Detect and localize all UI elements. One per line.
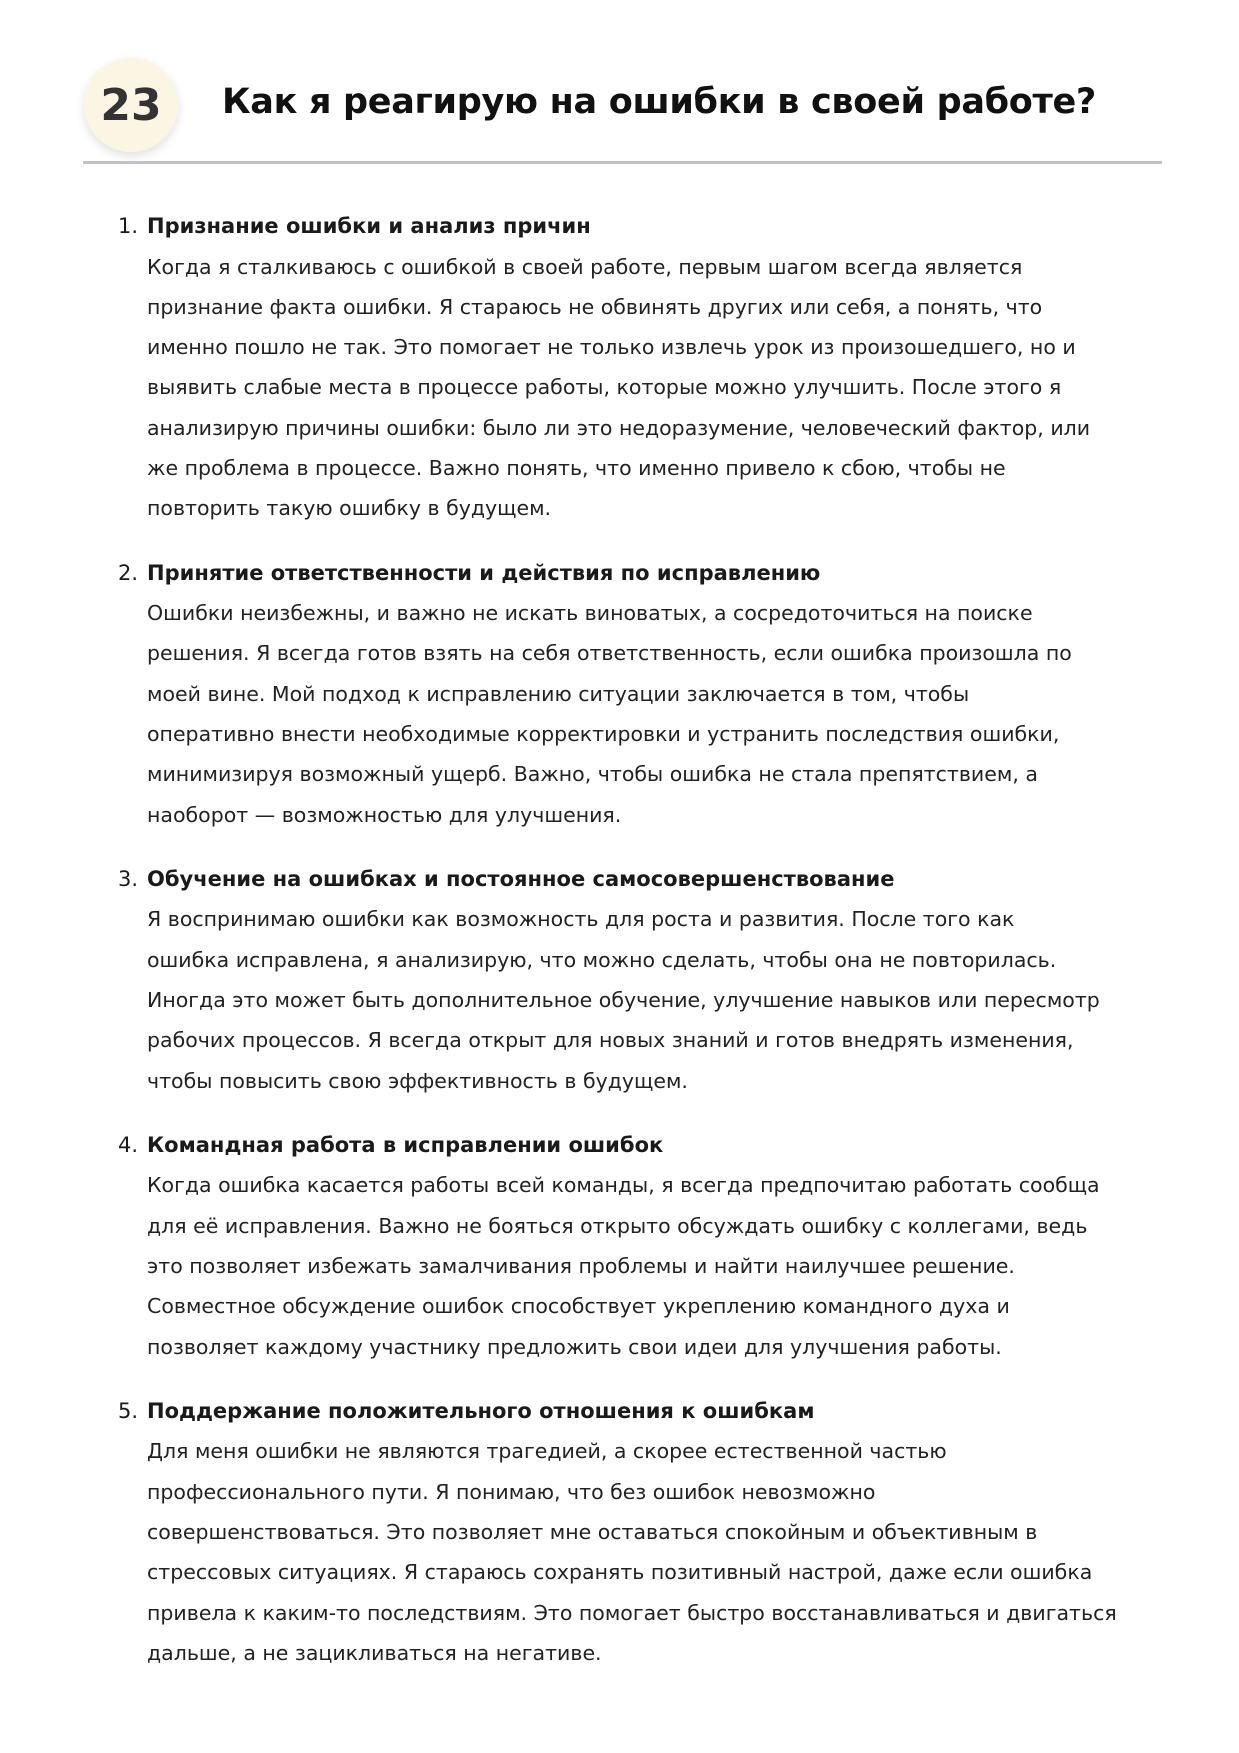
item-heading: Поддержание положительного отношения к ошибкам [147, 1398, 815, 1423]
question-number-badge [84, 58, 178, 152]
item-text-line: для её исправления. Важно не бояться открыто обсуждать ошибку с коллегами, ведь [147, 1213, 1088, 1238]
item-number: 4. [118, 1132, 139, 1157]
item-text-line: стрессовых ситуациях. Я стараюсь сохранять позитивный настрой, даже если ошибка [147, 1560, 1093, 1585]
title-divider [83, 161, 1162, 164]
item-text-line: привела к каким-то последствиям. Это помогает быстро восстанавливаться и двигаться [147, 1600, 1117, 1625]
item-text-line: признание факта ошибки. Я стараюсь не обвинять других или себя, а понять, что [147, 294, 1043, 319]
item-text-line: совершенствоваться. Это позволяет мне оставаться спокойным и объективным в [147, 1519, 1038, 1544]
item-text-line: решения. Я всегда готов взять на себя ответственность, если ошибка произошла по [147, 641, 1072, 666]
question-number: 23 [100, 79, 162, 131]
item-text-line: моей вине. Мой подход к исправлению ситуации заключается в том, чтобы [147, 681, 970, 706]
item-heading: Принятие ответственности и действия по исправлению [147, 560, 821, 585]
item-text-line: анализирую причины ошибки: было ли это недоразумение, человеческий фактор, или [147, 415, 1091, 440]
item-text-line: Я воспринимаю ошибки как возможность для роста и развития. После того как [147, 907, 1015, 932]
list-item [0, 1125, 1239, 1367]
item-heading: Обучение на ошибках и постоянное самосовершенствование [147, 866, 895, 891]
item-text-line: Ошибки неизбежны, и важно не искать виноватых, а сосредоточиться на поиске [147, 601, 1033, 626]
answer-list [0, 206, 1239, 1697]
list-item [0, 206, 1239, 529]
item-text-line: профессионального пути. Я понимаю, что без ошибок невозможно [147, 1479, 876, 1504]
item-text-line: Иногда это может быть дополнительное обучение, улучшение навыков или пересмотр [147, 987, 1100, 1012]
item-number: 5. [118, 1398, 139, 1423]
item-text-line: дальше, а не зацикливаться на негативе. [147, 1640, 602, 1665]
item-heading: Признание ошибки и анализ причин [147, 214, 591, 238]
item-text-line: наоборот — возможностью для улучшения. [147, 802, 622, 827]
list-item [0, 553, 1239, 835]
item-text-line: же проблема в процессе. Важно понять, что именно привело к сбою, чтобы не [147, 455, 1006, 480]
item-text-line: повторить такую ошибку в будущем. [147, 496, 552, 521]
item-text-line: минимизируя возможный ущерб. Важно, чтобы ошибка не стала препятствием, а [147, 762, 1038, 787]
item-text-line: ошибка исправлена, я анализирую, что можно сделать, чтобы она не повторилась. [147, 947, 1057, 972]
item-heading: Командная работа в исправлении ошибок [147, 1132, 664, 1157]
item-text-line: позволяет каждому участнику предложить свои идеи для улучшения работы. [147, 1334, 1002, 1359]
item-text-line: Совместное обсуждение ошибок способствует укреплению командного духа и [147, 1294, 1010, 1319]
list-item [0, 1391, 1239, 1673]
item-text-line: рабочих процессов. Я всегда открыт для новых знаний и готов внедрять изменения, [147, 1028, 1074, 1053]
item-text-line: это позволяет избежать замалчивания проблемы и найти наилучшее решение. [147, 1253, 1015, 1278]
page-title: Как я реагирую на ошибки в своей работе? [222, 82, 1096, 122]
item-text-line: Когда ошибка касается работы всей команды, я всегда предпочитаю работать сообща [147, 1173, 1100, 1198]
item-text-line: выявить слабые места в процессе работы, которые можно улучшить. После этого я [147, 375, 1062, 400]
item-number: 1. [118, 214, 139, 238]
item-text-line: именно пошло не так. Это помогает не только извлечь урок из произошедшего, но и [147, 335, 1076, 360]
item-text-line: чтобы повысить свою эффективность в будущем. [147, 1068, 688, 1093]
item-number: 3. [118, 866, 139, 891]
item-text-line: оперативно внести необходимые корректировки и устранить последствия ошибки, [147, 721, 1060, 746]
item-number: 2. [118, 560, 139, 585]
item-text-line: Когда я сталкиваюсь с ошибкой в своей работе, первым шагом всегда является [147, 254, 1023, 279]
list-item [0, 859, 1239, 1101]
item-text-line: Для меня ошибки не являются трагедией, а скорее естественной частью [147, 1439, 947, 1464]
